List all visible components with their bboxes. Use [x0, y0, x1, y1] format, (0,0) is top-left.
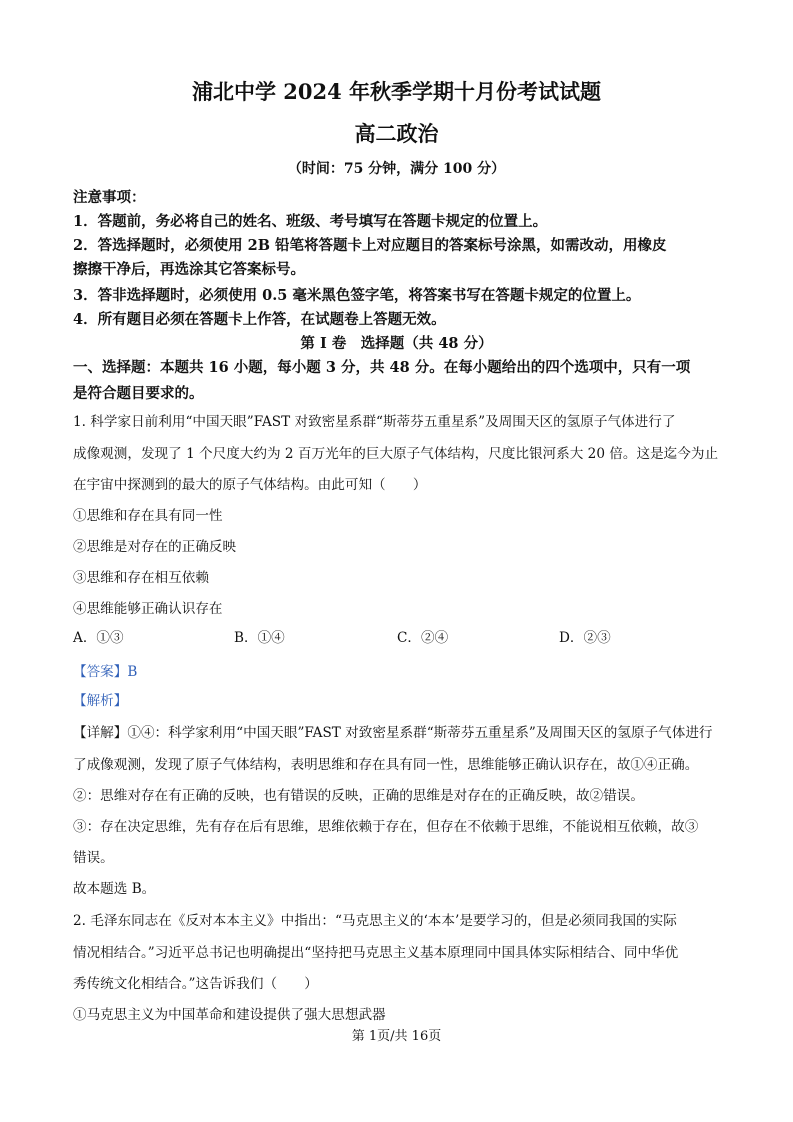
- q1-answer: 【答案】B: [73, 664, 138, 680]
- q1-detail-line-4: ③：存在决定思维，先有存在后有思维，思维依赖于存在，但存在不依赖于思维，不能说相互依赖，故③: [73, 819, 699, 835]
- note-2-line-2: 擦擦干净后，再选涂其它答案标号。: [73, 261, 305, 278]
- q1-option-b: B．①④: [234, 630, 285, 646]
- q1-analysis-label: 【解析】: [73, 693, 128, 709]
- note-2-line-1: 2．答选择题时，必须使用 2B 铅笔将答题卡上对应题目的答案标号涂黑，如需改动，用橡皮: [73, 237, 667, 254]
- exam-title: 浦北中学 2024 年秋季学期十月份考试试题: [191, 79, 602, 104]
- q1-statement-3: ③思维和存在相互依赖: [73, 570, 209, 586]
- note-3: 3．答非选择题时，必须使用 0.5 毫米黑色签字笔，将答案书写在答题卡规定的位置上。: [73, 287, 641, 304]
- q1-detail-line-5: 错误。: [73, 850, 114, 866]
- q1-statement-4: ④思维能够正确认识存在: [73, 601, 223, 617]
- q1-conclusion: 故本题选 B。: [73, 881, 156, 897]
- q1-detail-line-2: 了成像观测，发现了原子气体结构，表明思维和存在具有同一性，思维能够正确认识存在，故①④正确。: [73, 757, 699, 773]
- q1-stem-line-3: 在宇宙中探测到的最大的原子气体结构。由此可知（ ）: [73, 477, 427, 493]
- q1-stem-line-2: 成像观测，发现了 1 个尺度大约为 2 百万光年的巨大原子气体结构，尺度比银河系大 20 倍。这是迄今为止: [73, 446, 719, 462]
- q2-stem-line-3: 秀传统文化相结合。”这告诉我们（ ）: [73, 976, 318, 992]
- section-instruction-line-1: 一、选择题：本题共 16 小题，每小题 3 分，共 48 分。在每小题给出的四个选项中，只有一项: [73, 359, 691, 376]
- exam-time-info: （时间：75 分钟，满分 100 分）: [287, 161, 506, 177]
- q1-detail-line-3: ②：思维对存在有正确的反映，也有错误的反映，正确的思维是对存在的正确反映，故②错误。: [73, 788, 644, 804]
- q1-statement-2: ②思维是对存在的正确反映: [73, 539, 237, 555]
- q1-detail-line-1: 【详解】①④：科学家利用“中国天眼”FAST 对致密星系群“斯蒂芬五重星系”及周围天区的氢原子气体进行: [73, 725, 713, 741]
- q1-stem-line-1: 1. 科学家日前利用“中国天眼”FAST 对致密星系群“斯蒂芬五重星系”及周围天区的氢原子气体进行了: [73, 414, 676, 430]
- note-1: 1．答题前，务必将自己的姓名、班级、考号填写在答题卡规定的位置上。: [73, 213, 548, 230]
- q2-statement-1: ①马克思主义为中国革命和建设提供了强大思想武器: [73, 1007, 386, 1023]
- q2-stem-line-2: 情况相结合。”习近平总书记也明确提出“坚持把马克思主义基本原理同中国具体实际相结合、同中华优: [73, 945, 679, 961]
- page-footer: 第 1页/共 16页: [351, 1029, 442, 1044]
- q1-option-d: D．②③: [559, 630, 611, 646]
- q1-option-a: A．①③: [73, 630, 124, 646]
- section-title: 第 I 卷 选择题（共 48 分）: [300, 335, 493, 352]
- note-4: 4．所有题目必须在答题卡上作答，在试题卷上答题无效。: [73, 311, 446, 328]
- q1-statement-1: ①思维和存在具有同一性: [73, 508, 223, 524]
- section-instruction-line-2: 是符合题目要求的。: [73, 385, 204, 402]
- notes-heading: 注意事项：: [73, 189, 146, 206]
- q1-option-c: C．②④: [397, 630, 449, 646]
- exam-subject: 高二政治: [354, 121, 439, 146]
- q2-stem-line-1: 2. 毛泽东同志在《反对本本主义》中指出：“马克思主义的‘本本’是要学习的，但是必须同我国的实际: [73, 913, 677, 929]
